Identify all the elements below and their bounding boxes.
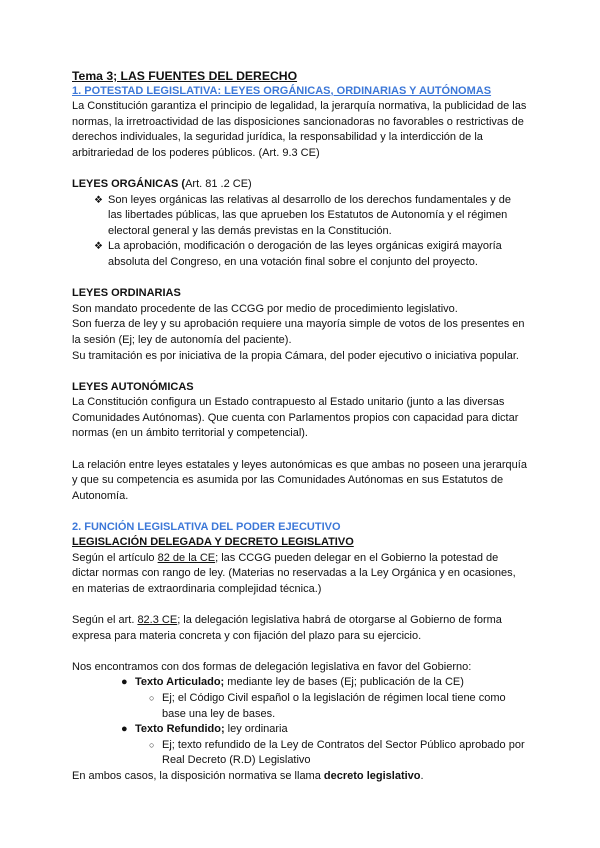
autonomicas-p2: La relación entre leyes estatales y leyes autonómicas es que ambas no poseen una jerarquía y que su competencia es asumida por las Comunidades Autónomas en sus Estatutos de Autonomía. bbox=[72, 458, 527, 502]
text-run: Según el art. bbox=[72, 614, 138, 626]
decreto-legislativo-term: decreto legislativo bbox=[323, 769, 421, 782]
list-item-text: La aprobación, modificación o derogación de las leyes orgánicas exigirá mayoría absoluta del Congreso, en una votación final sobre el conjunto del proyecto. bbox=[108, 240, 502, 268]
page-title: Tema 3; LAS FUENTES DEL DERECHO bbox=[72, 69, 298, 83]
diamond-bullet-icon: ❖ bbox=[94, 194, 103, 206]
sub-list bbox=[135, 738, 528, 769]
section-1-heading: 1. POTESTAD LEGISLATIVA: LEYES ORGÁNICAS, ORDINARIAS Y AUTÓNOMAS bbox=[72, 85, 492, 97]
form-label: Texto Refundido; bbox=[135, 723, 225, 736]
organicas-list bbox=[72, 193, 528, 271]
list-item-text: Son leyes orgánicas las relativas al desarrollo de los derechos fundamentales y de las libertades públicas, las que aprueben los Estatutos de Autonomía y el régimen electoral general y las demás previstas en la Constitución. bbox=[108, 193, 511, 237]
form-desc: ley ordinaria bbox=[224, 723, 288, 736]
list-item bbox=[94, 239, 528, 270]
document-page bbox=[72, 68, 528, 785]
text-run: Según el artículo bbox=[72, 551, 158, 564]
autonomicas-p1: La Constitución configura un Estado contrapuesto al Estado unitario (junto a las diversas Comunidades Autónomas). Que cuenta con Parlamentos propios con capacidad para dictar normas (en un ámbito territorial y competencial). bbox=[72, 396, 519, 440]
ordinarias-p1: Son mandato procedente de las CCGG por medio de procedimiento legislativo. bbox=[72, 302, 458, 315]
list-item bbox=[149, 738, 528, 769]
disc-bullet-icon: ● bbox=[121, 676, 128, 689]
autonomicas-heading: LEYES AUTONÓMICAS bbox=[72, 380, 194, 393]
text-run: . bbox=[420, 769, 424, 782]
disc-bullet-icon: ● bbox=[121, 723, 128, 736]
ordinarias-p3: Su tramitación es por iniciativa de la propia Cámara, del poder ejecutivo o iniciativa popular. bbox=[72, 349, 519, 362]
form-desc: mediante ley de bases (Ej; publicación de la CE) bbox=[224, 676, 464, 689]
article-82-3-link: 82.3 CE bbox=[137, 614, 178, 626]
list-item bbox=[121, 675, 528, 722]
delegacion-p3: Nos encontramos con dos formas de delegación legislativa en favor del Gobierno: bbox=[72, 660, 472, 673]
forms-list bbox=[72, 675, 528, 769]
circle-bullet-icon: ○ bbox=[149, 739, 155, 750]
organicas-heading bbox=[72, 177, 528, 193]
organicas-ref: Art. 81 .2 CE) bbox=[185, 177, 252, 190]
sub-item-text: Ej; texto refundido de la Ley de Contratos del Sector Público aprobado por Real Decreto (R.D) Legislativo bbox=[162, 738, 525, 767]
text-run: En ambos casos, la disposición normativa se llama bbox=[72, 769, 324, 782]
sub-list bbox=[135, 691, 528, 722]
article-82-link: 82 de la CE bbox=[157, 551, 216, 564]
closing-paragraph bbox=[72, 769, 528, 785]
sub-item-text: Ej; el Código Civil español o la legislación de régimen local tiene como base una ley de bases. bbox=[162, 691, 506, 720]
delegacion-p2 bbox=[72, 613, 528, 644]
section-1-intro: La Constitución garantiza el principio de legalidad, la jerarquía normativa, la publicidad de las normas, la irretroactividad de las disposiciones sancionadoras no favorables o restrictivas de derechos individuales, la seguridad jurídica, la responsabilidad y la interdicción de la arbitrariedad de los poderes públicos. (Art. 9.3 CE) bbox=[72, 100, 527, 159]
ordinarias-heading: LEYES ORDINARIAS bbox=[72, 287, 181, 300]
section-2-subheading: LEGISLACIÓN DELEGADA Y DECRETO LEGISLATIVO bbox=[72, 536, 354, 549]
delegacion-p1 bbox=[72, 551, 528, 598]
list-item bbox=[121, 722, 528, 769]
list-item bbox=[94, 193, 528, 240]
diamond-bullet-icon: ❖ bbox=[94, 241, 103, 253]
text-run: ; la delegación legislativa habrá de otorgarse al Gobierno de forma expresa para materia concreta y con fijación del plazo para su ejercicio. bbox=[72, 614, 502, 642]
organicas-heading-text: LEYES ORGÁNICAS ( bbox=[72, 177, 186, 190]
section-2-heading: 2. FUNCIÓN LEGISLATIVA DEL PODER EJECUTIVO bbox=[72, 521, 341, 534]
ordinarias-p2: Son fuerza de ley y su aprobación requiere una mayoría simple de votos de los presentes en la sesión (Ej; ley de autonomía del paciente). bbox=[72, 318, 525, 346]
circle-bullet-icon: ○ bbox=[149, 692, 155, 703]
form-label: Texto Articulado; bbox=[135, 676, 225, 689]
list-item bbox=[149, 691, 528, 722]
text-run: ; las CCGG pueden delegar en el Gobierno la potestad de dictar normas con rango de ley. (Materias no reservadas a la Ley Orgánica y en ocasiones, en materias de extraordinaria complejidad técnica.) bbox=[72, 551, 516, 595]
